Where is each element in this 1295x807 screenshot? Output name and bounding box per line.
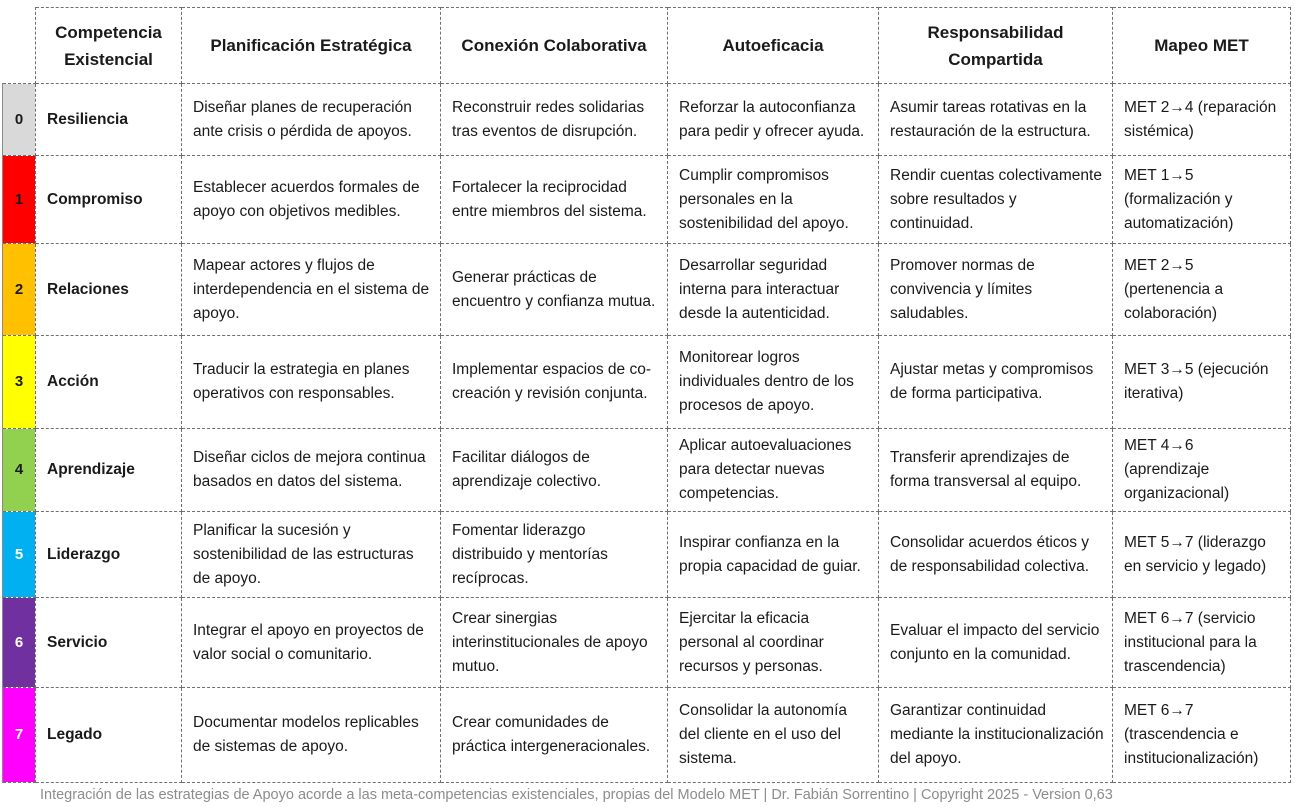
- mapeo-cell: MET 3→5 (ejecución iterativa): [1113, 336, 1291, 429]
- responsabilidad-cell: Rendir cuentas colectivamente sobre resultados y continuidad.: [879, 156, 1113, 244]
- competencias-table: [2, 7, 1291, 783]
- responsabilidad-cell: Ajustar metas y compromisos de forma participativa.: [879, 336, 1113, 429]
- planificacion-cell: Diseñar ciclos de mejora continua basados en datos del sistema.: [182, 429, 441, 512]
- responsabilidad-cell: Garantizar continuidad mediante la institucionalización del apoyo.: [879, 688, 1113, 783]
- planificacion-cell: Diseñar planes de recuperación ante crisis o pérdida de apoyos.: [182, 84, 441, 156]
- mapeo-cell: MET 4→6 (aprendizaje organizacional): [1113, 429, 1291, 512]
- planificacion-cell: Documentar modelos replicables de sistemas de apoyo.: [182, 688, 441, 783]
- responsabilidad-cell: Promover normas de convivencia y límites saludables.: [879, 244, 1113, 336]
- autoeficacia-cell: Inspirar confianza en la propia capacidad de guiar.: [668, 512, 879, 598]
- autoeficacia-cell: Desarrollar seguridad interna para interactuar desde la autenticidad.: [668, 244, 879, 336]
- competencia-cell: Resiliencia: [36, 84, 182, 156]
- mapeo-cell: MET 2→5 (pertenencia a colaboración): [1113, 244, 1291, 336]
- table-row: [3, 244, 1291, 336]
- level-number: 6: [3, 598, 36, 688]
- mapeo-cell: MET 6→7 (trascendencia e institucionalización): [1113, 688, 1291, 783]
- header-row: [3, 8, 1291, 84]
- corner-cell: [3, 8, 36, 84]
- conexion-cell: Generar prácticas de encuentro y confianza mutua.: [441, 244, 668, 336]
- responsabilidad-cell: Asumir tareas rotativas en la restauración de la estructura.: [879, 84, 1113, 156]
- table-row: [3, 156, 1291, 244]
- table-row: [3, 512, 1291, 598]
- conexion-cell: Crear sinergias interinstitucionales de apoyo mutuo.: [441, 598, 668, 688]
- conexion-cell: Implementar espacios de co-creación y revisión conjunta.: [441, 336, 668, 429]
- mapeo-cell: MET 1→5 (formalización y automatización): [1113, 156, 1291, 244]
- level-number: 0: [3, 84, 36, 156]
- header-competencia: Competencia Existencial: [36, 8, 182, 84]
- conexion-cell: Reconstruir redes solidarias tras eventos de disrupción.: [441, 84, 668, 156]
- competencia-cell: Legado: [36, 688, 182, 783]
- competencia-cell: Aprendizaje: [36, 429, 182, 512]
- responsabilidad-cell: Consolidar acuerdos éticos y de responsabilidad colectiva.: [879, 512, 1113, 598]
- responsabilidad-cell: Transferir aprendizajes de forma transversal al equipo.: [879, 429, 1113, 512]
- competencia-cell: Servicio: [36, 598, 182, 688]
- level-number: 3: [3, 336, 36, 429]
- table-row: [3, 336, 1291, 429]
- autoeficacia-cell: Cumplir compromisos personales en la sostenibilidad del apoyo.: [668, 156, 879, 244]
- level-number: 4: [3, 429, 36, 512]
- autoeficacia-cell: Reforzar la autoconfianza para pedir y ofrecer ayuda.: [668, 84, 879, 156]
- mapeo-cell: MET 2→4 (reparación sistémica): [1113, 84, 1291, 156]
- autoeficacia-cell: Aplicar autoevaluaciones para detectar nuevas competencias.: [668, 429, 879, 512]
- planificacion-cell: Planificar la sucesión y sostenibilidad de las estructuras de apoyo.: [182, 512, 441, 598]
- mapeo-cell: MET 6→7 (servicio institucional para la trascendencia): [1113, 598, 1291, 688]
- level-number: 5: [3, 512, 36, 598]
- header-planificacion: Planificación Estratégica: [182, 8, 441, 84]
- table-row: [3, 429, 1291, 512]
- competencia-cell: Acción: [36, 336, 182, 429]
- conexion-cell: Fomentar liderazgo distribuido y mentorías recíprocas.: [441, 512, 668, 598]
- level-number: 7: [3, 688, 36, 783]
- footer-caption: Integración de las estrategias de Apoyo acorde a las meta-competencias existenciales, propias del Modelo MET | Dr. Fabián Sorrentino | Copyright 2025 - Version 0,63: [40, 787, 1113, 803]
- header-autoeficacia: Autoeficacia: [668, 8, 879, 84]
- mapeo-cell: MET 5→7 (liderazgo en servicio y legado): [1113, 512, 1291, 598]
- autoeficacia-cell: Consolidar la autonomía del cliente en el uso del sistema.: [668, 688, 879, 783]
- conexion-cell: Facilitar diálogos de aprendizaje colectivo.: [441, 429, 668, 512]
- level-number: 2: [3, 244, 36, 336]
- planificacion-cell: Mapear actores y flujos de interdependencia en el sistema de apoyo.: [182, 244, 441, 336]
- table-row: [3, 598, 1291, 688]
- competencia-cell: Relaciones: [36, 244, 182, 336]
- competencia-cell: Compromiso: [36, 156, 182, 244]
- planificacion-cell: Establecer acuerdos formales de apoyo con objetivos medibles.: [182, 156, 441, 244]
- conexion-cell: Crear comunidades de práctica intergeneracionales.: [441, 688, 668, 783]
- level-number: 1: [3, 156, 36, 244]
- table-row: [3, 84, 1291, 156]
- header-mapeo: Mapeo MET: [1113, 8, 1291, 84]
- header-responsabilidad: Responsabilidad Compartida: [879, 8, 1113, 84]
- conexion-cell: Fortalecer la reciprocidad entre miembros del sistema.: [441, 156, 668, 244]
- header-conexion: Conexión Colaborativa: [441, 8, 668, 84]
- table-row: [3, 688, 1291, 783]
- autoeficacia-cell: Ejercitar la eficacia personal al coordinar recursos y personas.: [668, 598, 879, 688]
- planificacion-cell: Integrar el apoyo en proyectos de valor social o comunitario.: [182, 598, 441, 688]
- autoeficacia-cell: Monitorear logros individuales dentro de los procesos de apoyo.: [668, 336, 879, 429]
- planificacion-cell: Traducir la estrategia en planes operativos con responsables.: [182, 336, 441, 429]
- responsabilidad-cell: Evaluar el impacto del servicio conjunto en la comunidad.: [879, 598, 1113, 688]
- competencia-cell: Liderazgo: [36, 512, 182, 598]
